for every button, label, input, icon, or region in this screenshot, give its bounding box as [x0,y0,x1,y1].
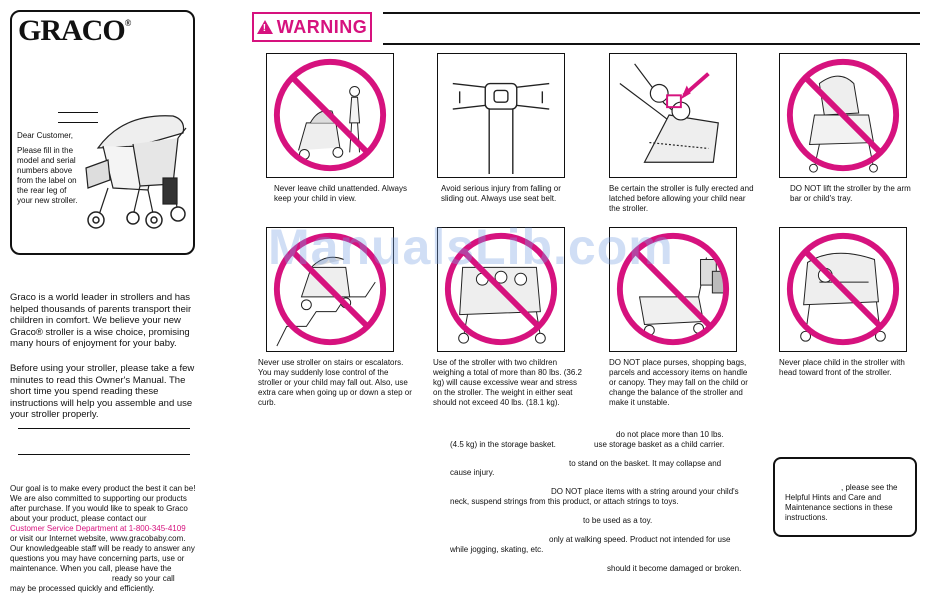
header-rule-bottom [383,43,920,45]
lower-warning-7: neck, suspend strings from this product, or attach strings to toys. [450,497,679,506]
warning-panel-4 [779,53,907,178]
warning-caption-1: Never leave child unattended. Always keep your child in view. [274,184,407,203]
warning-caption-7: DO NOT place purses, shopping bags, parcels and accessory items on handle or canopy. They may fall on the child or change the balance of the stroller and make it unstable. [609,358,748,407]
lower-warning-8: to be used as a toy. [583,516,653,525]
customer-note [17,131,79,206]
intro-paragraph-2: Before using your stroller, please take a few minutes to read this Owner's Manual. The short time you spend reading these instructions will help you assemble and use your stroller properly. [10,363,195,420]
stroller-illustration [78,108,190,233]
lower-warning-2: (4.5 kg) in the storage basket. [450,440,556,449]
warning-caption-8: Never place child in the stroller with head toward front of the stroller. [779,358,905,377]
warning-panel-5 [266,227,394,352]
brand-name: GRACO [18,14,125,47]
warning-caption-3: Be certain the stroller is fully erected and latched before allowing your child near the stroller. [609,184,754,213]
lift-by-tray-icon [780,54,906,177]
lower-warning-4: to stand on the basket. It may collapse and [569,459,722,468]
latch-check-icon [610,54,736,177]
stairs-escalator-icon [267,228,393,351]
warning-panel-1 [266,53,394,178]
lower-warning-5: cause injury. [450,468,495,477]
warning-panel-6 [437,227,565,352]
lower-warning-10: while jogging, skating, etc. [450,545,544,554]
warning-caption-5: Never use stroller on stairs or escalators. You may suddenly lose control of the stroller or your child may fall out. Also, use extra care when going up or down a step or curb. [258,358,412,407]
lower-warning-6: DO NOT place items with a string around your child's [551,487,739,496]
warning-caption-6: Use of the stroller with two children weighing a total of more than 80 lbs. (36.2 kg) will cause excessive wear and stress on the stroller. The weight in either seat should not exceed 40 lbs. (18.1 kg). [433,358,582,407]
head-toward-front-icon [780,228,906,351]
overweight-icon [438,228,564,351]
lower-warning-3: use storage basket as a child carrier. [594,440,725,449]
goal-text-2: or visit our Internet website, www.gracobaby.com. Our knowledgeable staff will be ready to answer any questions you may have concerning parts, use or maintenance. When you call, please have the [10,534,195,573]
warning-panel-3 [609,53,737,178]
callout-text: , please see the Helpful Hints and Care and Maintenance sections in these instructions. [785,483,898,522]
support-paragraph [10,484,198,594]
warning-header [252,12,372,42]
lower-warning-11: should it become damaged or broken. [607,564,742,573]
customer-instructions: Please fill in the model and serial numbers above from the label on the rear leg of your new stroller. [17,146,78,205]
customer-greeting: Dear Customer, [17,131,74,140]
lower-warning-9: only at walking speed. Product not intended for use [549,535,731,544]
warning-label: WARNING [276,16,368,37]
customer-service-link[interactable]: Customer Service Department at 1-800-345-4109 [10,524,186,533]
graco-logo [18,14,130,48]
warning-caption-4: DO NOT lift the stroller by the arm bar or child's tray. [790,184,911,203]
header-rule-top [383,12,920,14]
unattended-child-icon [267,54,393,177]
divider-line-1 [18,428,190,429]
lower-warning-1: do not place more than 10 lbs. [616,430,724,439]
goal-text-4: may be processed quickly and efficiently. [10,584,155,593]
warning-panel-2 [437,53,565,178]
brand-mark: ® [124,18,131,28]
warning-caption-2: Avoid serious injury from falling or sliding out. Always use seat belt. [441,184,561,203]
divider-line-2 [18,454,190,455]
handle-bags-icon [610,228,736,351]
warning-panel-7 [609,227,737,352]
goal-text-3: ready so your call [112,574,175,583]
seat-belt-buckle-icon [438,54,564,177]
goal-text: Our goal is to make every product the best it can be! We are also committed to supporting our products after purchase. If you would like to speak to Graco about your product, please contact our [10,484,196,523]
watermark: ManualsLib.com [268,219,674,275]
warning-panel-8 [779,227,907,352]
intro-paragraph: Graco is a world leader in strollers and has helped thousands of parents transport their children in comfort. We believe your new Graco® stroller is a wise choice, promising many hours of enjoyment for your baby. [10,292,192,349]
warning-triangle-icon: ! [257,20,273,34]
